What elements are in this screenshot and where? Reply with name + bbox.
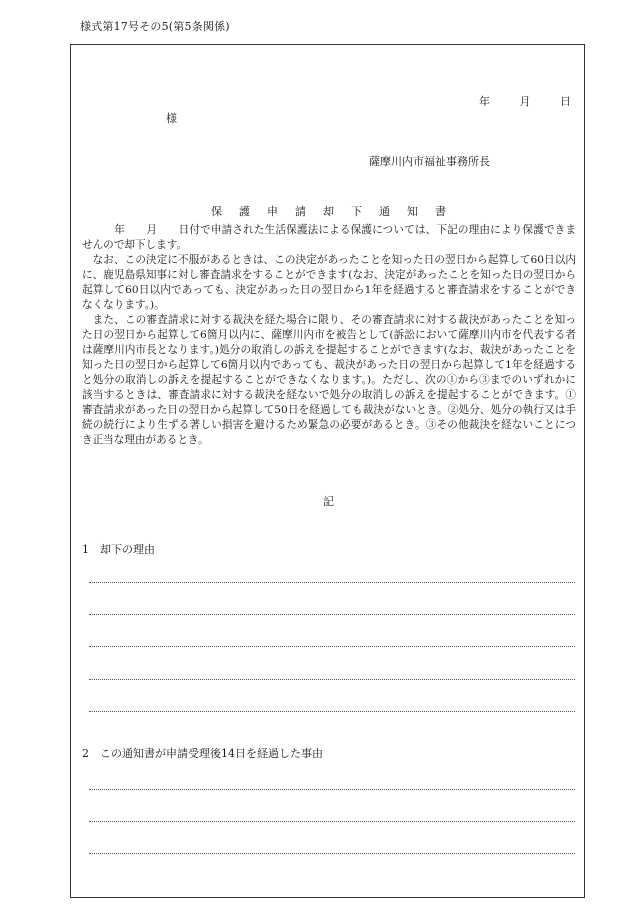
reason-fill-line[interactable] [89,614,575,615]
body-paragraph-review-request: なお、この決定に不服があるときは、この決定があったことを知った日の翌日から起算して60日以内に、鹿児島県知事に対し審査請求をすることができます(なお、決定があったことを知った日の翌日から起算して60日以内であっても、決定があった日の翌日から1年を経過すると審査請求をすることができなくなります。)。 [82,254,576,311]
form-number-label: 様式第17号その5(第5条関係) [80,20,230,33]
document-title: 保護申請却下通知書 [211,205,463,218]
delay-fill-line[interactable] [89,821,575,822]
body-paragraph-lawsuit: また、この審査請求に対する裁決を経た場合に限り、その審査請求に対する裁決があったことを知った日の翌日から起算して6箇月以内に、薩摩川内市を被告として(訴訟において薩摩川内市を代表する者は薩摩川内市長となります。)処分の取消しの訴えを提起することができます(なお、裁決があったことを知った日の翌日から起算して6箇月以内であっても、裁決があった日の翌日から起算して1年を経過すると処分の取消しの訴えを提起することができなくなります。)。ただし、次の①から③までのいずれかに該当するときは、審査請求に対する裁決を経ないで処分の取消しの訴えを提起することができます。①審査請求があった日の翌日から起算して50日を経過しても裁決がないとき。②処分、処分の執行又は手続の続行により生ずる著しい損害を避けるため緊急の必要があるとき。③その他裁決を経ないことにつき正当な理由があるとき。 [82,314,576,446]
notice-frame [70,44,585,898]
delay-fill-line[interactable] [89,789,575,790]
date-year-label: 年 [479,95,490,108]
body-paragraph-decision: 年 月 日付で申請された生活保護法による保護については、下記の理由により保護できませんので却下します。 [82,224,576,251]
section-delay-reason-title: 2 この通知書が申請受理後14日を経過した事由 [82,747,323,760]
ki-heading: 記 [323,495,334,508]
section-rejection-reason-title: 1 却下の理由 [82,543,155,556]
reason-fill-line[interactable] [89,646,575,647]
addressee-suffix: 様 [166,112,177,125]
reason-fill-line[interactable] [89,582,575,583]
delay-fill-line[interactable] [89,853,575,854]
date-line [479,93,571,109]
issuer-name: 薩摩川内市福祉事務所長 [369,155,490,168]
notice-body [82,223,576,448]
reason-fill-line[interactable] [89,679,575,680]
date-month-label: 月 [519,95,531,108]
reason-fill-line[interactable] [89,711,575,712]
date-day-label: 日 [560,95,571,108]
